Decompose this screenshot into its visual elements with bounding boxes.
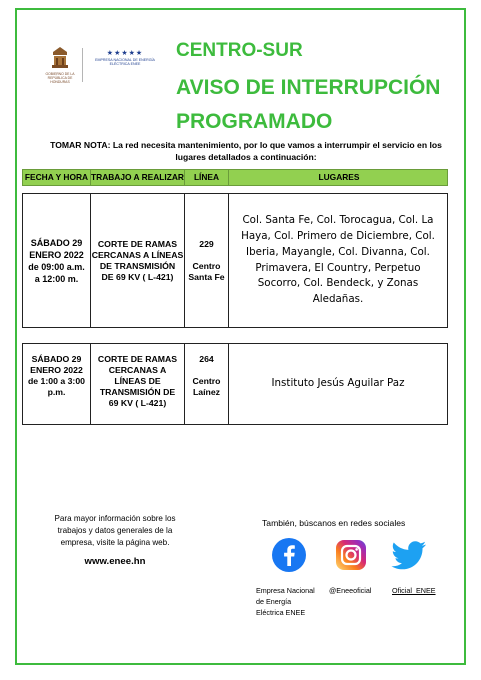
table-header	[22, 169, 448, 186]
places-line: Col. Santa Fe, Col. Torocagua, Col. La	[242, 214, 434, 227]
time-line: de 1:00 a 3:00	[28, 376, 85, 386]
places-line: Iberia, Mayangle, Col. Divanna, Col.	[246, 245, 430, 258]
line-name: Laínez	[192, 387, 221, 397]
enee-logo-text: EMPRESA NACIONAL DE ENERGÍA ELÉCTRICA ENEE	[95, 58, 155, 67]
work-line: CERCANAS A LÍNEAS	[91, 249, 184, 260]
maintenance-note	[40, 139, 452, 163]
places-cell	[229, 344, 447, 424]
column-header-places: LUGARES	[318, 172, 360, 182]
note-line: lugares detallados a continuación:	[175, 152, 317, 162]
facebook-label-line: de Energía	[256, 597, 292, 606]
column-header-date: FECHA Y HORA	[23, 170, 91, 185]
line-number: 264	[199, 354, 214, 364]
date-line: SÁBADO 29	[30, 237, 83, 248]
notice-title-line2: PROGRAMADO	[176, 110, 333, 133]
time-line: de 09:00 a.m.	[28, 261, 85, 272]
column-header-line: LÍNEA	[185, 170, 229, 185]
website-link[interactable]: www.enee.hn	[84, 556, 146, 567]
work-cell	[91, 344, 185, 424]
work-line: 69 KV ( L-421)	[108, 398, 167, 408]
date-line: SÁBADO 29	[31, 354, 82, 364]
date-line: ENERO 2022	[29, 249, 84, 260]
table-row	[22, 193, 448, 328]
line-name: Centro	[192, 376, 221, 386]
instagram-label: @Eneeoficial	[329, 586, 372, 595]
work-line: CORTE DE RAMAS	[97, 354, 178, 364]
facebook-label	[256, 585, 328, 618]
places-line: Primavera, El Country, Perpetuo	[255, 261, 421, 274]
enee-stars-icon: ★★★★★	[106, 50, 144, 57]
work-line: CERCANAS A	[108, 365, 167, 375]
info-line: empresa, visite la página web.	[60, 538, 170, 547]
table-row	[22, 343, 448, 425]
line-name: Centro	[192, 260, 221, 271]
region-title: CENTRO-SUR	[176, 40, 303, 61]
facebook-label-line: Empresa Nacional	[256, 586, 315, 595]
column-header-work: TRABAJO A REALIZAR	[91, 170, 185, 185]
work-line: DE 69 KV ( L-421)	[101, 271, 174, 282]
logo-divider	[82, 48, 83, 82]
places-line: Aledañas.	[312, 293, 364, 306]
time-line: a 12:00 m.	[34, 273, 79, 284]
notice-title-line1: AVISO DE INTERRUPCIÓN	[176, 76, 441, 99]
work-cell	[91, 194, 185, 327]
places-line: Haya, Col. Primero de Diciembre, Col.	[241, 229, 435, 242]
more-info-text	[40, 513, 190, 549]
twitter-label[interactable]: Oficial_ENEE	[392, 586, 436, 595]
government-logo-text: GOBIERNO DE LA REPÚBLICA DE HONDURAS	[45, 72, 75, 84]
places-line: Socorro, Col. Bendeck, y Zonas	[257, 277, 419, 290]
date-line: ENERO 2022	[30, 365, 83, 375]
instagram-icon[interactable]	[333, 537, 369, 573]
enee-logo	[86, 50, 164, 66]
date-cell	[23, 194, 91, 327]
places-cell	[229, 194, 447, 327]
facebook-icon[interactable]	[271, 537, 307, 573]
government-seal-icon	[49, 46, 71, 72]
line-name: Santa Fe	[188, 271, 225, 282]
note-line: TOMAR NOTA: La red necesita mantenimiento, por lo que vamos a interrumpir el servicio en los	[50, 140, 442, 150]
line-number: 229	[199, 238, 214, 249]
places-line: Instituto Jesús Aguilar Paz	[271, 377, 405, 389]
info-line: trabajos y datos generales de la	[57, 526, 173, 535]
work-line: TRANSMISIÓN DE	[99, 387, 176, 397]
government-logo	[40, 46, 80, 84]
line-cell	[185, 194, 229, 327]
facebook-label-line: Eléctrica ENEE	[256, 608, 306, 617]
work-line: LÍNEAS DE	[114, 376, 161, 386]
social-title: También, búscanos en redes sociales	[262, 518, 406, 528]
line-cell	[185, 344, 229, 424]
work-line: CORTE DE RAMAS	[97, 238, 178, 249]
time-line: p.m.	[47, 387, 66, 397]
info-line: Para mayor información sobre los	[54, 514, 176, 523]
work-line: DE TRANSMISIÓN	[99, 260, 176, 271]
date-cell	[23, 344, 91, 424]
twitter-icon[interactable]	[389, 537, 425, 573]
